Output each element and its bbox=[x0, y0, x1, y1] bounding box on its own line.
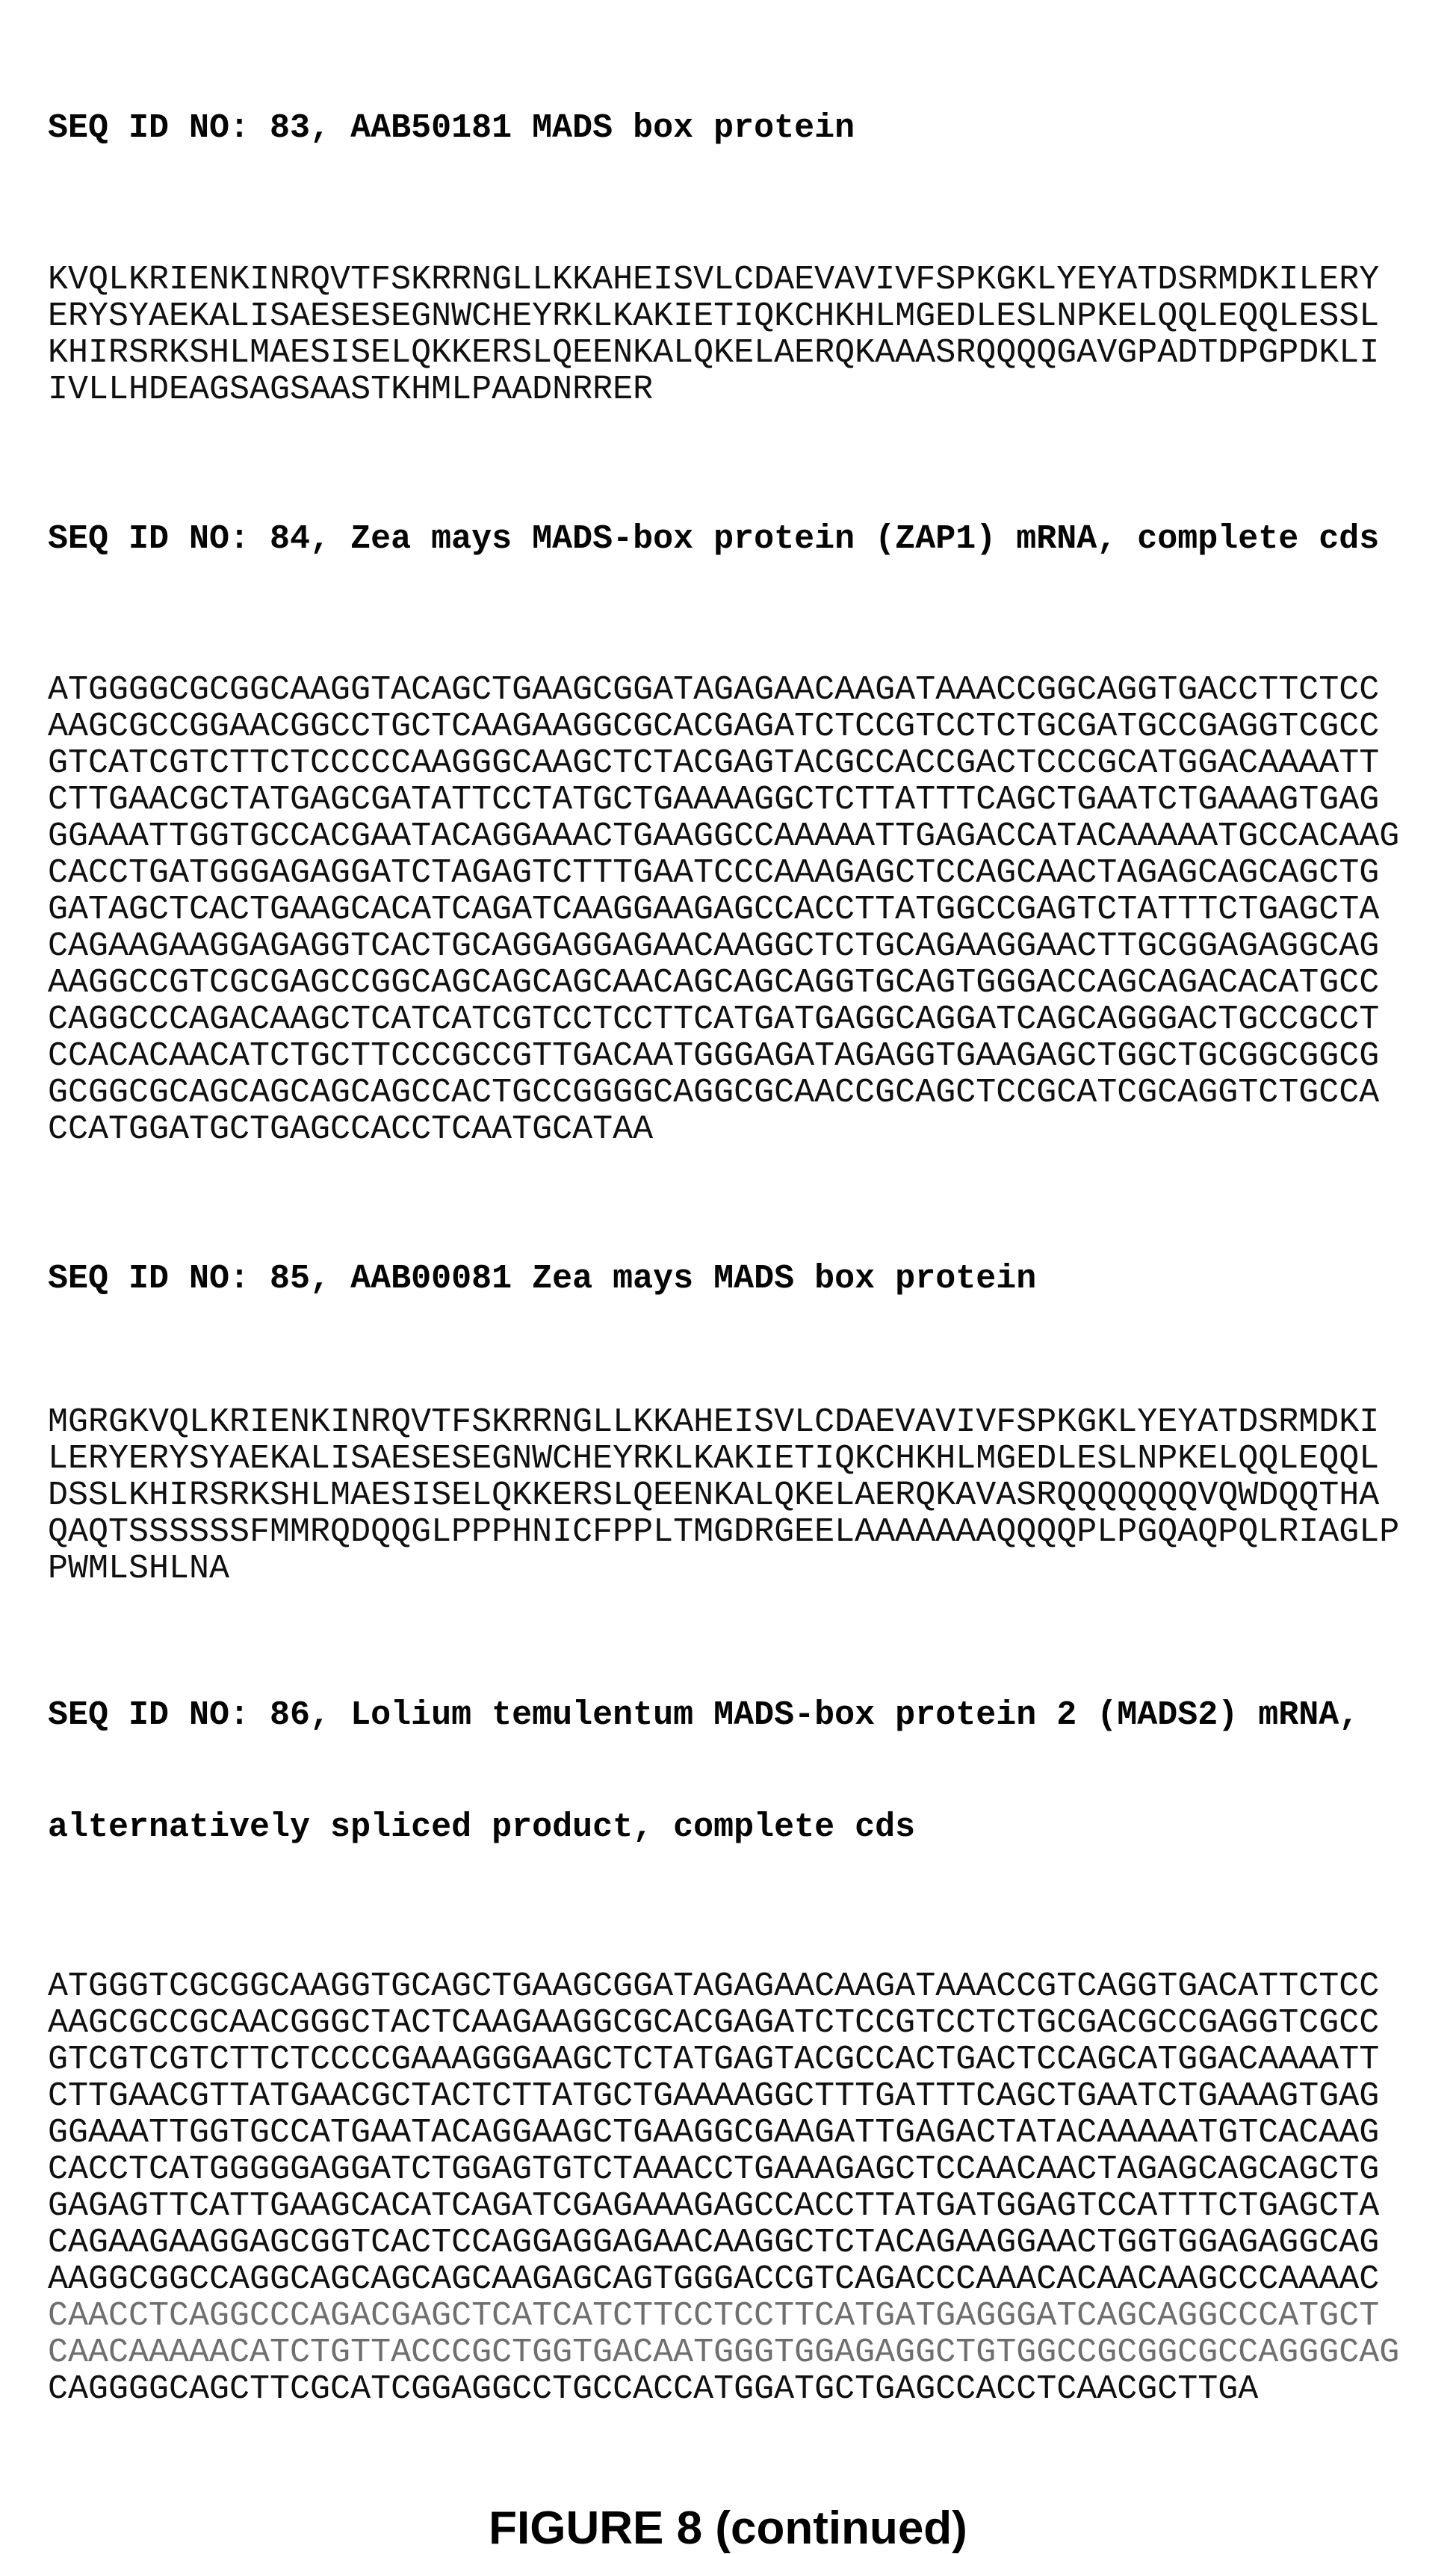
seq-85-header-line: SEQ ID NO: 85, AAB00081 Zea mays MADS box protein bbox=[48, 1260, 1037, 1298]
sequence-line: GAGAGTTCATTGAAGCACATCAGATCGAGAAAGAGCCACCTTATGATGGAGTCCATTTCTGAGCTA bbox=[48, 2187, 1380, 2225]
seq-84-sequence-block bbox=[48, 672, 1456, 1148]
figure-caption: FIGURE 8 (continued) bbox=[489, 2502, 967, 2554]
sequence-line: KVQLKRIENKINRQVTFSKRRNGLLKKAHEISVLCDAEVAVIVFSPKGKLYEYATDSRMDKILERY bbox=[48, 261, 1380, 299]
sequence-line: CCATGGATGCTGAGCCACCTCAATGCATAA bbox=[48, 1110, 654, 1148]
sequence-line: CTTGAACGTTATGAACGCTACTCTTATGCTGAAAAGGCTTTGATTTCAGCTGAATCTGAAAGTGAG bbox=[48, 2077, 1380, 2115]
seq-84-header bbox=[48, 447, 1456, 632]
sequence-line: GTCGTCGTCTTCTCCCCGAAAGGGAAGCTCTATGAGTACGCCACTGACTCCAGCATGGACAAAATT bbox=[48, 2041, 1380, 2079]
seq-83-header-line: SEQ ID NO: 83, AAB50181 MADS box protein bbox=[48, 109, 855, 147]
seq-85-sequence-block bbox=[48, 1404, 1456, 1587]
seq-86-header bbox=[48, 1623, 1456, 1920]
sequence-line: CTTGAACGCTATGAGCGATATTCCTATGCTGAAAAGGCTCTTATTTCAGCTGAATCTGAAAGTGAG bbox=[48, 781, 1380, 819]
sequence-line: CACCTGATGGGAGAGGATCTAGAGTCTTTGAATCCCAAAGAGCTCCAGCAACTAGAGCAGCAGCTG bbox=[48, 854, 1380, 892]
sequence-line-faded: CAACAAAAACATCTGTTACCCGCTGGTGACAATGGGTGGAGAGGCTGTGGCCGCGGCGCCAGGGCAG bbox=[48, 2334, 1400, 2372]
sequence-line: GTCATCGTCTTCTCCCCCAAGGGCAAGCTCTACGAGTACGCCACCGACTCCCGCATGGACAAAATT bbox=[48, 744, 1380, 782]
sequence-line: IVLLHDEAGSAGSAASTKHMLPAADNRRER bbox=[48, 371, 654, 409]
seq-86-header-line-2: alternatively spliced product, complete cds bbox=[48, 1808, 916, 1846]
sequence-line: DSSLKHIRSRKSHLMAESISELQKKERSLQEENKALQKELAERQKAVASRQQQQQQQVQWDQQTHA bbox=[48, 1477, 1380, 1515]
sequence-line: GATAGCTCACTGAAGCACATCAGATCAAGGAAGAGCCACCTTATGGCCGAGTCTATTTCTGAGCTA bbox=[48, 891, 1380, 929]
seq-86-sequence-block bbox=[48, 1968, 1456, 2408]
sequence-line-faded: CAACCTCAGGCCCAGACGAGCTCATCATCTTCCTCCTTCATGATGAGGGATCAGCAGGCCCATGCT bbox=[48, 2297, 1380, 2335]
sequence-line: CAGAAGAAGGAGAGGTCACTGCAGGAGGAGAACAAGGCTCTGCAGAAGGAACTTGCGGAGAGGCAG bbox=[48, 927, 1380, 965]
sequence-line: PWMLSHLNA bbox=[48, 1550, 230, 1588]
sequence-line: KHIRSRKSHLMAESISELQKKERSLQEENKALQKELAERQKAAASRQQQQGAVGPADTDPGPDKLI bbox=[48, 334, 1380, 372]
sequence-line: GGAAATTGGTGCCACGAATACAGGAAACTGAAGGCCAAAAATTGAGACCATACAAAAATGCCACAAG bbox=[48, 817, 1400, 856]
sequence-line: AAGGCGGCCAGGCAGCAGCAGCAAGAGCAGTGGGACCGTCAGACCCAAACACAACAAGCCCAAAAC bbox=[48, 2260, 1380, 2298]
seq-85-header bbox=[48, 1187, 1456, 1372]
sequence-line: ATGGGGCGCGGCAAGGTACAGCTGAAGCGGATAGAGAACAAGATAAACCGGCAGGTGACCTTCTCC bbox=[48, 671, 1380, 709]
sequence-line: CAGAAGAAGGAGCGGTCACTCCAGGAGGAGAACAAGGCTCTACAGAAGGAACTGGTGGAGAGGCAG bbox=[48, 2224, 1380, 2262]
sequence-line: MGRGKVQLKRIENKINRQVTFSKRRNGLLKKAHEISVLCDAEVAVIVFSPKGKLYEYATDSRMDKI bbox=[48, 1403, 1380, 1441]
sequence-line: CAGGCCCAGACAAGCTCATCATCGTCCTCCTTCATGATGAGGCAGGATCAGCAGGGACTGCCGCCT bbox=[48, 1001, 1380, 1039]
sequence-line: AAGCGCCGGAACGGCCTGCTCAAGAAGGCGCACGAGATCTCCGTCCTCTGCGATGCCGAGGTCGCC bbox=[48, 708, 1380, 746]
sequence-line: ERYSYAEKALISAESESEGNWCHEYRKLKAKIETIQKCHKHLMGEDLESLNPKELQQLEQQLESSL bbox=[48, 297, 1380, 336]
sequence-line: CAGGGGCAGCTTCGCATCGGAGGCCTGCCACCATGGATGCTGAGCCACCTCAACGCTTGA bbox=[48, 2370, 1259, 2408]
seq-84-header-line: SEQ ID NO: 84, Zea mays MADS-box protein (ZAP1) mRNA, complete cds bbox=[48, 520, 1380, 558]
seq-83-header bbox=[48, 36, 1456, 221]
sequence-line: GCGGCGCAGCAGCAGCAGCCACTGCCGGGGCAGGCGCAACCGCAGCTCCGCATCGCAGGTCTGCCA bbox=[48, 1074, 1380, 1112]
sequence-line: CCACACAACATCTGCTTCCCGCCGTTGACAATGGGAGATAGAGGTGAAGAGCTGGCTGCGGCGGCG bbox=[48, 1037, 1380, 1075]
seq-83-sequence-block bbox=[48, 262, 1456, 408]
sequence-line: GGAAATTGGTGCCATGAATACAGGAAGCTGAAGGCGAAGATTGAGACTATACAAAAATGTCACAAG bbox=[48, 2114, 1380, 2152]
sequence-line: AAGCGCCGCAACGGGCTACTCAAGAAGGCGCACGAGATCTCCGTCCTCTGCGACGCCGAGGTCGCC bbox=[48, 2004, 1380, 2042]
sequence-line: CACCTCATGGGGGAGGATCTGGAGTGTCTAAACCTGAAAGAGCTCCAACAACTAGAGCAGCAGCTG bbox=[48, 2151, 1380, 2189]
sequence-line: ATGGGTCGCGGCAAGGTGCAGCTGAAGCGGATAGAGAACAAGATAAACCGTCAGGTGACATTCTCC bbox=[48, 1967, 1380, 2006]
sequence-line: LERYERYSYAEKALISAESESEGNWCHEYRKLKAKIETIQKCHKHLMGEDLESLNPKELQQLEQQL bbox=[48, 1440, 1380, 1478]
sequence-line: AAGGCCGTCGCGAGCCGGCAGCAGCAGCAACAGCAGCAGGTGCAGTGGGACCAGCAGACACATGCC bbox=[48, 964, 1380, 1002]
seq-86-header-line-1: SEQ ID NO: 86, Lolium temulentum MADS-box protein 2 (MADS2) mRNA, bbox=[48, 1696, 1360, 1734]
sequence-line: QAQTSSSSSSFMMRQDQQGLPPPHNICFPPLTMGDRGEELAAAAAAAQQQQPLPGQAQPQLRIAGLP bbox=[48, 1513, 1400, 1551]
